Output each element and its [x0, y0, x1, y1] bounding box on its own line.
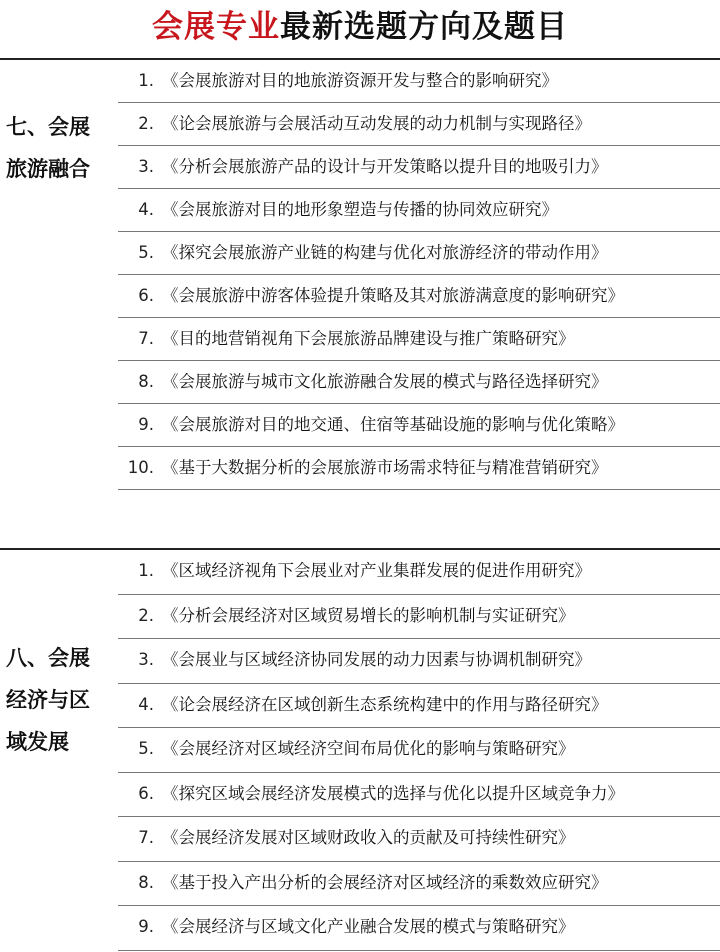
item-title: 《探究会展旅游产业链的构建与优化对旅游经济的带动作用》 [162, 243, 608, 262]
item-number: 2. [138, 114, 154, 133]
item-title: 《会展旅游对目的地交通、住宿等基础设施的影响与优化策略》 [162, 415, 624, 434]
list-item [118, 146, 720, 189]
list-item [118, 862, 720, 907]
list-item [118, 404, 720, 447]
title-highlight: 会展专业 [152, 9, 280, 45]
list-item [118, 60, 720, 103]
list-item [118, 318, 720, 361]
list-item [118, 684, 720, 729]
item-number: 7. [138, 828, 154, 847]
item-title: 《目的地营销视角下会展旅游品牌建设与推广策略研究》 [162, 329, 575, 348]
title-main: 最新选题方向及题目 [280, 9, 568, 45]
list-item [118, 773, 720, 818]
list-item [118, 447, 720, 490]
item-title: 《基于大数据分析的会展旅游市场需求特征与精准营销研究》 [162, 458, 608, 477]
item-number: 4. [138, 694, 154, 714]
list-item [118, 189, 720, 232]
item-title: 《会展经济与区域文化产业融合发展的模式与策略研究》 [162, 917, 575, 936]
item-title: 《会展旅游与城市文化旅游融合发展的模式与路径选择研究》 [162, 372, 608, 391]
section-regional-economy [0, 548, 720, 952]
list-item [118, 639, 720, 684]
item-number: 9. [138, 415, 154, 434]
item-number: 1. [138, 561, 154, 580]
list-item [118, 595, 720, 640]
section-label-line: 旅游融合 [6, 157, 90, 181]
item-number: 1. [138, 71, 154, 90]
list-item [118, 103, 720, 146]
item-title: 《论会展旅游与会展活动互动发展的动力机制与实现路径》 [162, 114, 591, 133]
item-title: 《会展经济发展对区域财政收入的贡献及可持续性研究》 [162, 828, 575, 847]
item-number: 6. [138, 286, 154, 305]
page-title [0, 0, 720, 58]
item-number: 4. [138, 200, 154, 219]
item-number: 5. [138, 739, 154, 758]
item-title: 《会展旅游对目的地形象塑造与传播的协同效应研究》 [162, 200, 558, 219]
section-label-line: 域发展 [6, 730, 69, 754]
item-number: 2. [138, 605, 154, 625]
item-number: 3. [138, 157, 154, 176]
item-title: 《会展旅游对目的地旅游资源开发与整合的影响研究》 [162, 71, 558, 90]
item-title: 《会展业与区域经济协同发展的动力因素与协调机制研究》 [162, 650, 591, 669]
item-title: 《基于投入产出分析的会展经济对区域经济的乘数效应研究》 [162, 872, 608, 892]
item-title: 《论会展经济在区域创新生态系统构建中的作用与路径研究》 [162, 694, 608, 714]
item-number: 7. [138, 329, 154, 348]
item-number: 6. [138, 783, 154, 803]
list-item [118, 728, 720, 773]
item-number: 8. [138, 372, 154, 391]
list-item [118, 361, 720, 404]
list-item [118, 550, 720, 595]
list-item [118, 275, 720, 318]
item-title: 《分析会展旅游产品的设计与开发策略以提升目的地吸引力》 [162, 157, 608, 176]
section-tourism [0, 58, 720, 506]
item-number: 8. [138, 872, 154, 892]
item-title: 《区域经济视角下会展业对产业集群发展的促进作用研究》 [162, 561, 591, 580]
item-number: 9. [138, 917, 154, 936]
item-title: 《探究区域会展经济发展模式的选择与优化以提升区域竞争力》 [162, 783, 624, 803]
item-number: 5. [138, 243, 154, 262]
section-label [6, 637, 116, 763]
section-label-line: 八、会展 [6, 646, 90, 670]
item-title: 《分析会展经济对区域贸易增长的影响机制与实证研究》 [162, 605, 575, 625]
section-label-line: 经济与区 [6, 688, 90, 712]
item-title: 《会展旅游中游客体验提升策略及其对旅游满意度的影响研究》 [162, 286, 624, 305]
section-label-line: 七、会展 [6, 115, 90, 139]
item-number: 10. [127, 458, 154, 477]
topic-list [118, 550, 720, 951]
list-item [118, 817, 720, 862]
item-number: 3. [138, 650, 154, 669]
item-title: 《会展经济对区域经济空间布局优化的影响与策略研究》 [162, 739, 575, 758]
section-label [6, 106, 116, 190]
list-item [118, 906, 720, 951]
list-item [118, 232, 720, 275]
topic-list [118, 60, 720, 490]
